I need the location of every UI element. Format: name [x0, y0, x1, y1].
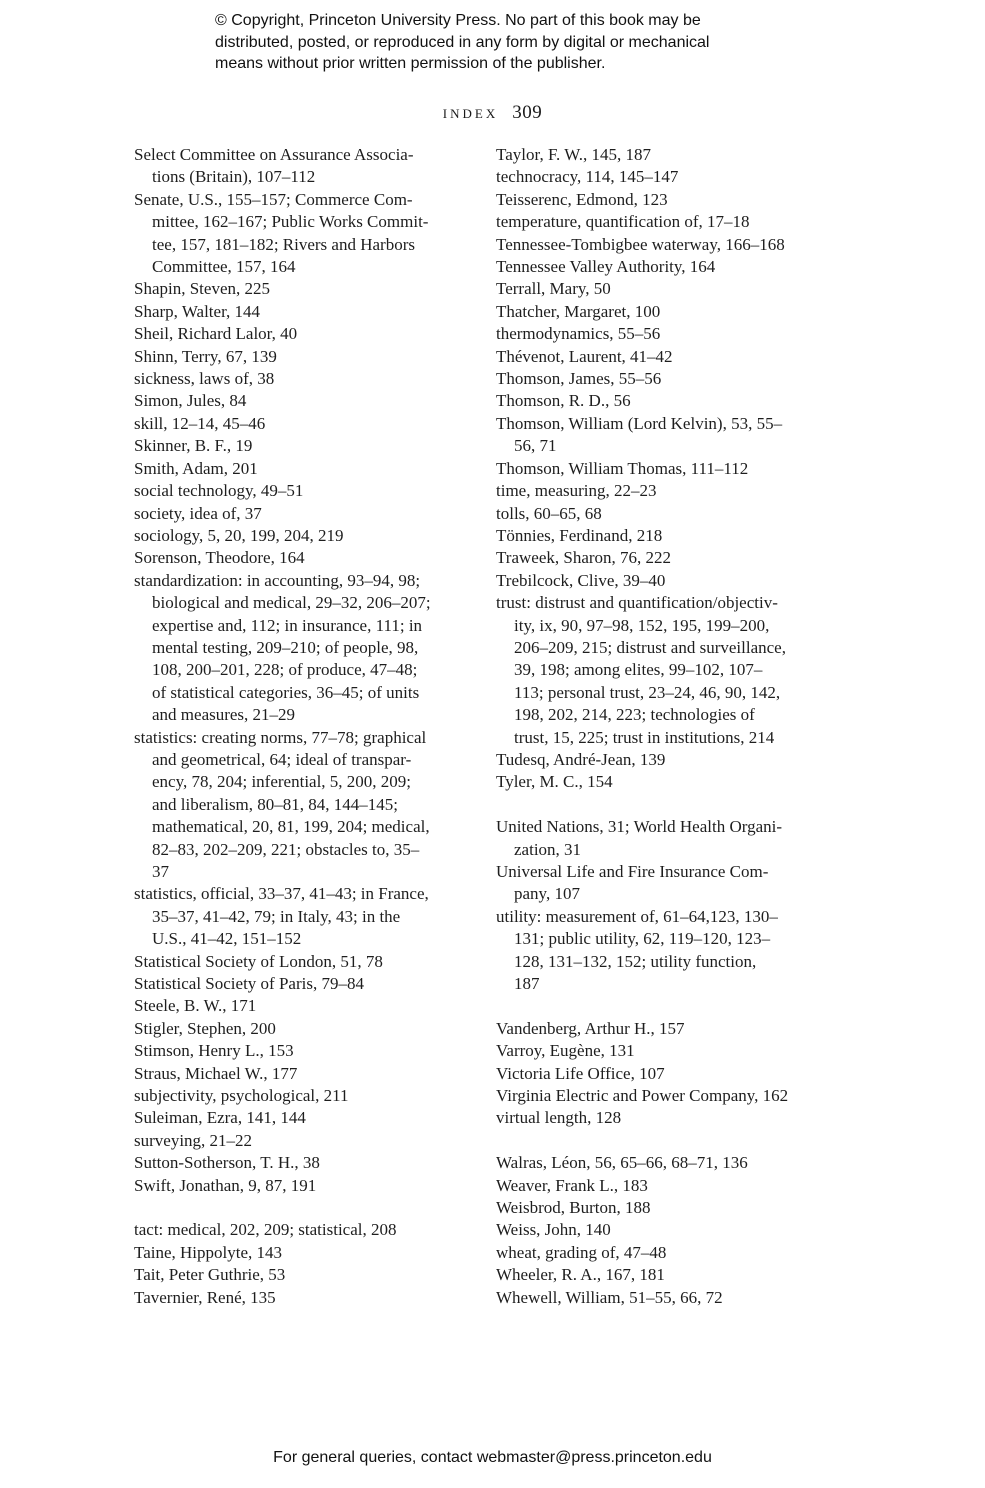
index-entry: skill, 12–14, 45–46 [134, 413, 266, 433]
index-entry: Stimson, Henry L., 153 [134, 1041, 294, 1061]
index-entry: Varroy, Eugène, 131 [496, 1041, 635, 1061]
index-entry: Walras, Léon, 56, 65–66, 68–71, 136 [496, 1153, 748, 1173]
index-entry: Trebilcock, Clive, 39–40 [496, 570, 666, 590]
index-entry: virtual length, 128 [496, 1108, 622, 1128]
index-entry: Simon, Jules, 84 [134, 391, 247, 411]
index-entry: Tait, Peter Guthrie, 53 [134, 1265, 286, 1285]
index-entry: Tönnies, Ferdinand, 218 [496, 525, 663, 545]
index-entry: surveying, 21–22 [134, 1130, 253, 1150]
running-head-label: INDEX [442, 106, 499, 121]
running-head [0, 102, 985, 124]
index-entry: Straus, Michael W., 177 [134, 1063, 298, 1083]
index-entry: Thatcher, Margaret, 100 [496, 301, 661, 321]
index-entry: Tavernier, René, 135 [134, 1287, 276, 1307]
index-entry: Weiss, John, 140 [496, 1220, 611, 1240]
index-entry: Victoria Life Office, 107 [496, 1063, 665, 1083]
index-entry: Virginia Electric and Power Company, 162 [496, 1086, 789, 1106]
index-entry: Shapin, Steven, 225 [134, 279, 270, 299]
index-entry: subjectivity, psychological, 211 [134, 1086, 349, 1106]
index-entry: Suleiman, Ezra, 141, 144 [134, 1108, 306, 1128]
index-entry: Statistical Society of Paris, 79–84 [134, 974, 364, 994]
index-entry: trust: distrust and quantification/objectiv- ity, ix, 90, 97–98, 152, 195, 199–200, 206–209, 215; distrust and surveillance, 39, 198; among elites, 99–102, 107– 113; personal trust, 23–24, 46, 90, 142, 198, 202, 214, 223; technologies of trust, 15, 225; trust in institutions, 214 [496, 593, 786, 747]
index-entry: Senate, U.S., 155–157; Commerce Com- mittee, 162–167; Public Works Commit- tee, 157, 181–182; Rivers and Harbors Committee, 157, 164 [134, 189, 429, 277]
index-entry: utility: measurement of, 61–64,123, 130– 131; public utility, 62, 119–120, 123– 128, 131–132, 152; utility function, 187 [496, 906, 778, 994]
index-entry: Tudesq, André-Jean, 139 [496, 749, 666, 769]
index-entry: Taylor, F. W., 145, 187 [496, 145, 651, 164]
index-entry: Shinn, Terry, 67, 139 [134, 346, 277, 366]
index-entry: Thomson, William (Lord Kelvin), 53, 55– 56, 71 [496, 413, 783, 456]
index-entry: temperature, quantification of, 17–18 [496, 212, 750, 232]
index-entry: Weisbrod, Burton, 188 [496, 1198, 651, 1218]
index-entry: tact: medical, 202, 209; statistical, 208 [134, 1220, 397, 1240]
index-entry: Swift, Jonathan, 9, 87, 191 [134, 1175, 317, 1195]
index-entry: Statistical Society of London, 51, 78 [134, 951, 383, 971]
index-entry: Tyler, M. C., 154 [496, 772, 613, 792]
index-entry: Tennessee Valley Authority, 164 [496, 257, 716, 277]
index-entry: Thomson, R. D., 56 [496, 391, 631, 411]
index-entry: Traweek, Sharon, 76, 222 [496, 548, 672, 568]
index-entry: Thomson, James, 55–56 [496, 369, 662, 389]
index-entry: Stigler, Stephen, 200 [134, 1018, 276, 1038]
index-column-right [496, 144, 842, 1309]
index-entry: Tennessee-Tombigbee waterway, 166–168 [496, 234, 785, 254]
index-entry: sociology, 5, 20, 199, 204, 219 [134, 525, 344, 545]
index-entry: Sheil, Richard Lalor, 40 [134, 324, 298, 344]
index-entry: time, measuring, 22–23 [496, 481, 657, 501]
index-entry: Whewell, William, 51–55, 66, 72 [496, 1287, 723, 1307]
index-entry: Vandenberg, Arthur H., 157 [496, 1018, 685, 1038]
index-entry: Smith, Adam, 201 [134, 458, 258, 478]
index-entry: Thévenot, Laurent, 41–42 [496, 346, 673, 366]
index-entry: Teisserenc, Edmond, 123 [496, 189, 668, 209]
index-column-left [134, 144, 482, 1309]
index-entry: sickness, laws of, 38 [134, 369, 275, 389]
index-entry: Weaver, Frank L., 183 [496, 1175, 648, 1195]
index-entry: Taine, Hippolyte, 143 [134, 1242, 283, 1262]
index-entry: Select Committee on Assurance Associa- tions (Britain), 107–112 [134, 145, 414, 187]
index-entry: social technology, 49–51 [134, 481, 304, 501]
index-entry: technocracy, 114, 145–147 [496, 167, 679, 187]
index-entry: statistics, official, 33–37, 41–43; in France, 35–37, 41–42, 79; in Italy, 43; in the U.S., 41–42, 151–152 [134, 884, 429, 949]
index-entry: Sorenson, Theodore, 164 [134, 548, 305, 568]
index-entry: United Nations, 31; World Health Organi- zation, 31 [496, 817, 783, 859]
index-entry: Thomson, William Thomas, 111–112 [496, 458, 749, 478]
index-entry: standardization: in accounting, 93–94, 98; biological and medical, 29–32, 206–207; expertise and, 112; in insurance, 111; in mental testing, 209–210; of people, 98, 108, 200–201, 228; of produce, 47–48; of statistical categories, 36–45; of units and measures, 21–29 [134, 570, 431, 725]
index-entry: Sharp, Walter, 144 [134, 301, 261, 321]
index-entry: Sutton-Sotherson, T. H., 38 [134, 1153, 320, 1173]
index-entry: Steele, B. W., 171 [134, 996, 257, 1016]
page-number: 309 [512, 102, 543, 123]
index-entry: thermodynamics, 55–56 [496, 324, 661, 344]
index-entry: Terrall, Mary, 50 [496, 279, 611, 299]
index-entry: society, idea of, 37 [134, 503, 262, 523]
index-entry: Skinner, B. F., 19 [134, 436, 253, 456]
index-entry: Wheeler, R. A., 167, 181 [496, 1265, 665, 1285]
index-entry: wheat, grading of, 47–48 [496, 1242, 667, 1262]
footer-contact: For general queries, contact webmaster@press.princeton.edu [273, 1449, 712, 1466]
index-entry: statistics: creating norms, 77–78; graphical and geometrical, 64; ideal of transpar- ency, 78, 204; inferential, 5, 200, 209; and liberalism, 80–81, 84, 144–145; mathematical, 20, 81, 199, 204; medical, 82–83, 202–209, 221; obstacles to, 35– 37 [134, 727, 430, 881]
index-entry: Universal Life and Fire Insurance Com- pany, 107 [496, 861, 769, 904]
index-entry: tolls, 60–65, 68 [496, 503, 602, 523]
copyright-notice: © Copyright, Princeton University Press. No part of this book may be distributed, posted, or reproduced in any form by digital or mechanical means without prior written permission of the publisher. [215, 12, 710, 72]
